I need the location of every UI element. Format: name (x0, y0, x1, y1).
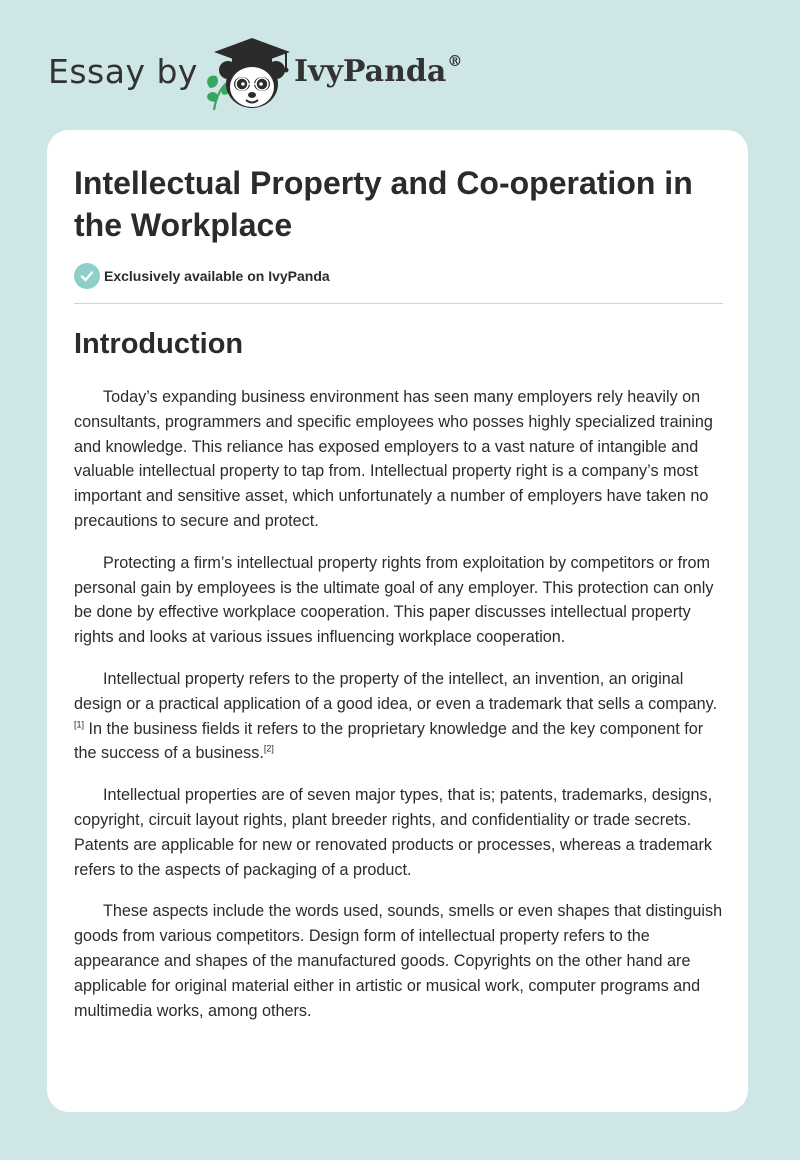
page-title: Intellectual Property and Co-operation in the Workplace (74, 165, 693, 243)
site-header-brand[interactable] (48, 30, 468, 110)
exclusive-badge (74, 263, 330, 289)
essay-card (47, 130, 748, 1112)
paragraph-5: These aspects include the words used, sounds, smells or even shapes that distinguish goods from various competitors. Design form of intellectual property refers to the appearance and shapes of the manufactured goods. Copyrights on the other hand are applicable for original material either in artistic or musical work, computer programs and multimedia works, among others. (74, 902, 723, 1020)
section-heading-introduction: Introduction (74, 328, 244, 360)
divider (74, 303, 723, 304)
essay-body (74, 385, 726, 1040)
registered-mark: ® (447, 52, 463, 70)
brand-name: IvyPanda® (294, 52, 463, 89)
panda-graduate-icon (200, 32, 296, 112)
paragraph-1: Today’s expanding business environment has seen many employers rely heavily on consultants, programmers and specific employees who posses highly specialized training and knowledge. This reliance has exposed employers to a vast nature of intangible and valuable intellectual property to tap from. Intellectual property right is a company’s most important and sensitive asset, which unfortunately a number of employers have taken no precautions to secure and protect. (74, 388, 713, 530)
footnote-ref-2[interactable]: [2] (263, 743, 274, 754)
footnote-ref-1[interactable]: [1] (74, 719, 85, 730)
essay-by-label: Essay by (48, 52, 198, 91)
paragraph-4: Intellectual properties are of seven major types, that is; patents, trademarks, designs, copyright, circuit layout rights, plant breeder rights, and confidentiality or trade secrets. Patents are applicable for new or renovated products or processes, whereas a trademark refers to the aspects of packaging of a product. (74, 786, 713, 879)
paragraph-3-text-b: In the business fields it refers to the proprietary knowledge and the key component for the success of a business. (74, 719, 704, 763)
paragraph-2: Protecting a firm’s intellectual property rights from exploitation by competitors or from personal gain by employees is the ultimate goal of any employer. This protection can only be done by effective workplace cooperation. This paper discusses intellectual property rights and looks at various issues influencing workplace cooperation. (74, 553, 714, 647)
check-badge-icon (74, 263, 100, 289)
paragraph-3-text-a: Intellectual property refers to the property of the intellect, an invention, an original design or a practical application of a good idea, or even a trademark that sells a company. (74, 669, 718, 713)
paragraph-3 (74, 667, 726, 766)
exclusive-label: Exclusively available on IvyPanda (104, 268, 330, 284)
